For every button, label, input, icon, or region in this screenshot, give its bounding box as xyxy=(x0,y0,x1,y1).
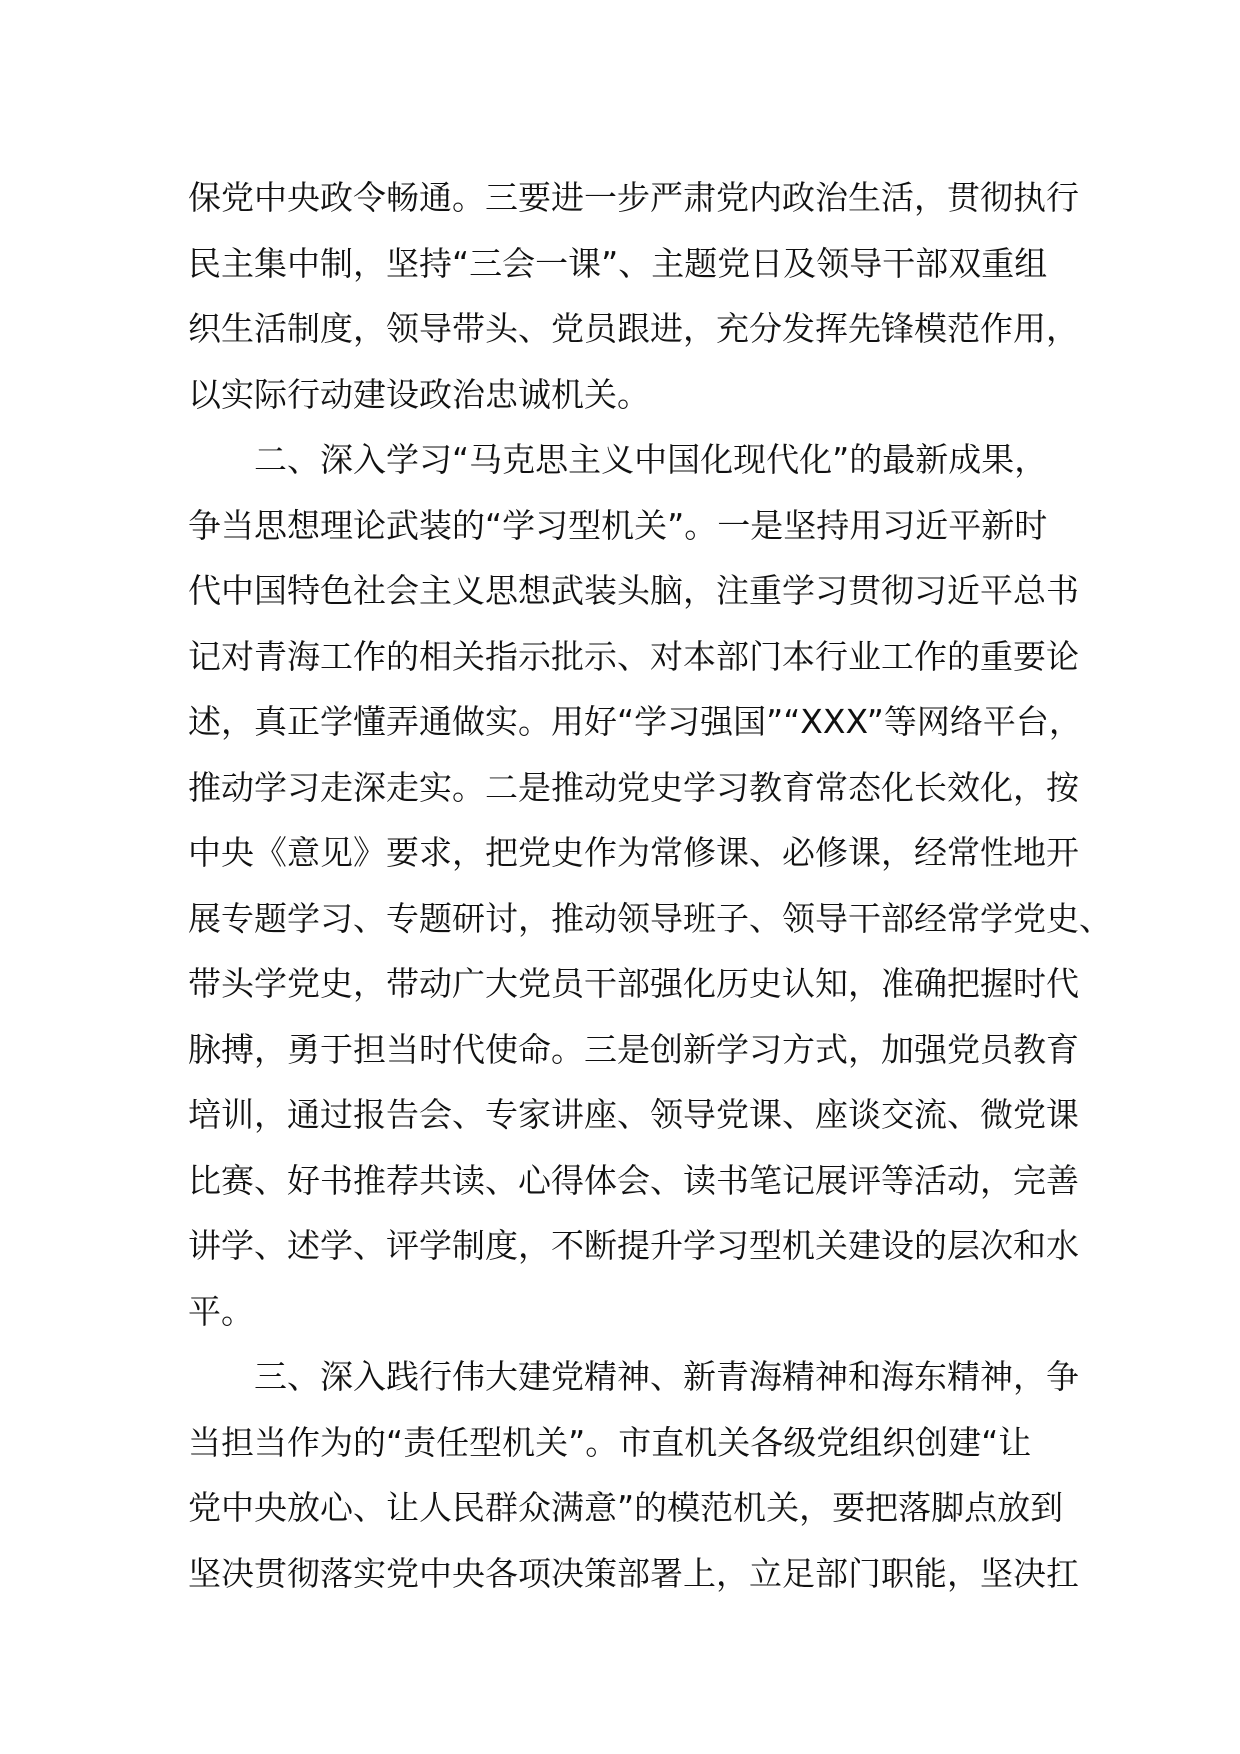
text-line: 织生活制度，领导带头、党员跟进，充分发挥先锋模范作用， xyxy=(188,309,1079,348)
text-line: 比赛、好书推荐共读、心得体会、读书笔记展评等活动，完善 xyxy=(188,1160,1079,1200)
text-line: 坚决贯彻落实党中央各项决策部署上，立足部门职能，坚决扛 xyxy=(188,1553,1079,1593)
section-heading-line: 二、深入学习“马克思主义中国化现代化”的最新成果， xyxy=(254,440,1048,479)
text-line: 以实际行动建设政治忠诚机关。 xyxy=(188,374,650,414)
paragraph-1 xyxy=(188,165,1078,427)
text-line: 党中央放心、让人民群众满意”的模范机关，要把落脚点放到 xyxy=(188,1488,1064,1527)
text-line: 保党中央政令畅通。三要进一步严肃党内政治生活，贯彻执行 xyxy=(188,178,1079,217)
text-line: 展专题学习、专题研讨，推动领导班子、领导干部经常学党史、 xyxy=(188,898,1112,938)
text-line: 讲学、述学、评学制度，不断提升学习型机关建设的层次和水 xyxy=(188,1226,1079,1265)
text-line: 民主集中制，坚持“三会一课”、主题党日及领导干部双重组 xyxy=(188,243,1048,283)
paragraph-2 xyxy=(188,427,1112,1344)
section-heading-line: 三、深入践行伟大建党精神、新青海精神和海东精神，争 xyxy=(254,1357,1079,1396)
text-line: 述，真正学懂弄通做实。用好“学习强国”“XXX”等网络平台， xyxy=(188,702,1082,741)
paragraph-3 xyxy=(188,1344,1078,1606)
text-line: 带头学党史，带动广大党员干部强化历史认知，准确把握时代 xyxy=(188,964,1079,1003)
body-text xyxy=(188,165,1112,1606)
text-line: 推动学习走深走实。二是推动党史学习教育常态化长效化，按 xyxy=(188,767,1079,807)
text-line: 代中国特色社会主义思想武装头脑，注重学习贯彻习近平总书 xyxy=(188,571,1079,610)
text-line: 当担当作为的“责任型机关”。市直机关各级党组织创建“让 xyxy=(188,1422,1032,1462)
text-line: 中央《意见》要求，把党史作为常修课、必修课，经常性地开 xyxy=(188,833,1079,872)
text-line: 争当思想理论武装的“学习型机关”。一是坚持用习近平新时 xyxy=(188,505,1048,545)
text-line: 培训，通过报告会、专家讲座、领导党课、座谈交流、微党课 xyxy=(188,1095,1079,1134)
text-line: 脉搏，勇于担当时代使命。三是创新学习方式，加强党员教育 xyxy=(188,1029,1079,1069)
text-line: 记对青海工作的相关指示批示、对本部门本行业工作的重要论 xyxy=(188,636,1079,676)
text-line: 平。 xyxy=(188,1291,254,1331)
